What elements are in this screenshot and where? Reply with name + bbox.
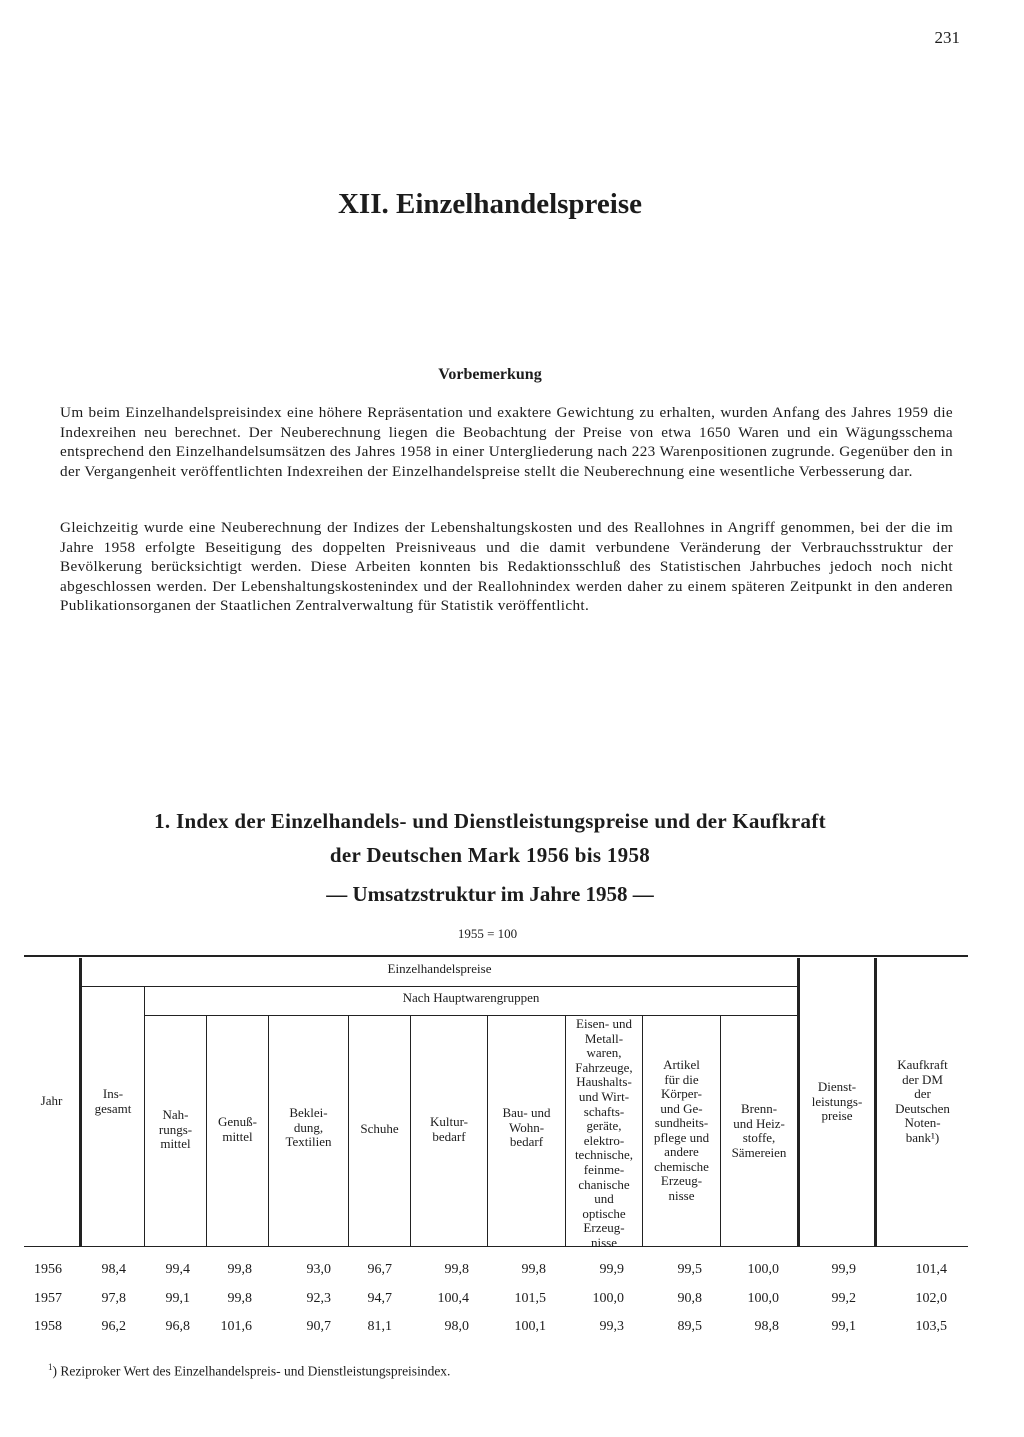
table-title-line-2: der Deutschen Mark 1956 bis 1958 xyxy=(329,843,651,867)
cell-bekleidung: 92,3 xyxy=(306,1291,331,1306)
cell-koerperpflege: 90,8 xyxy=(677,1291,702,1306)
header-einzelhandelspreise: Einzelhandelspreise xyxy=(387,961,492,976)
cell-nahrungsmittel: 99,4 xyxy=(165,1262,190,1277)
cell-bau-wohnbedarf: 99,8 xyxy=(521,1262,546,1277)
cell-eisen-metallwaren: 99,9 xyxy=(599,1262,624,1277)
row-year: 1958 xyxy=(34,1319,62,1334)
cell-insgesamt: 96,2 xyxy=(101,1319,126,1334)
table-top-rule xyxy=(24,955,968,957)
table-title xyxy=(0,804,980,872)
cell-insgesamt: 98,4 xyxy=(101,1262,126,1277)
cell-nahrungsmittel: 96,8 xyxy=(165,1319,190,1334)
cell-eisen-metallwaren: 99,3 xyxy=(599,1319,624,1334)
header-brennstoffe: Brenn- und Heiz- stoffe, Sämereien xyxy=(731,1101,787,1160)
cell-nahrungsmittel: 99,1 xyxy=(165,1291,190,1306)
header-koerperpflege: Artikel für die Körper- und Ge- sundheits- pflege und andere chemische Erzeug- nisse xyxy=(653,1057,710,1203)
cell-schuhe: 81,1 xyxy=(367,1319,392,1334)
cell-schuhe: 94,7 xyxy=(367,1291,392,1306)
cell-kaufkraft: 102,0 xyxy=(915,1291,947,1306)
row-year: 1957 xyxy=(34,1291,62,1306)
table-header-rule xyxy=(24,1246,968,1247)
cell-kulturbedarf: 99,8 xyxy=(444,1262,469,1277)
cell-brennstoffe: 100,0 xyxy=(747,1291,779,1306)
footnote-text: ) Reziproker Wert des Einzelhandelspreis- und Dienstleistungspreisindex. xyxy=(52,1363,451,1379)
cell-schuhe: 96,7 xyxy=(367,1262,392,1277)
chapter-title: XII. Einzelhandelspreise xyxy=(337,188,642,220)
cell-eisen-metallwaren: 100,0 xyxy=(592,1291,624,1306)
footnote-marker: 1 xyxy=(48,1362,53,1372)
header-bekleidung: Beklei- dung, Textilien xyxy=(285,1105,332,1149)
cell-koerperpflege: 99,5 xyxy=(677,1262,702,1277)
cell-dienstleistungspreise: 99,1 xyxy=(831,1319,856,1334)
cell-kulturbedarf: 100,4 xyxy=(437,1291,469,1306)
prefatory-heading: Vorbemerkung xyxy=(438,366,542,383)
paragraph-2: Gleichzeitig wurde eine Neuberechnung der Indizes der Lebenshaltungskosten und des Reallohnes in Angriff genommen, bei der die im Jahre 1958 erfolgte Beseitigung des doppelten Preisniveaus und die damit verbundene Veränderung der Verbrauchsstruktur der Bevölkerung berücksichtigt werden. Diese Arbeiten konnten bis Redaktionsschluß des Statistischen Jahrbuches jedoch noch nicht abgeschlossen werden. Der Lebenshaltungskostenindex und der Reallohnindex werden daher zu einem späteren Zeitpunkt in den anderen Publikationsorganen der Staatlichen Zentralverwaltung für Statistik veröffentlicht. xyxy=(60,519,953,614)
header-bau-wohnbedarf: Bau- und Wohn- bedarf xyxy=(502,1105,551,1149)
cell-kaufkraft: 101,4 xyxy=(915,1262,947,1277)
table-title-line-1: 1. Index der Einzelhandels- und Dienstleistungspreise und der Kaufkraft xyxy=(154,809,826,833)
cell-kaufkraft: 103,5 xyxy=(915,1319,947,1334)
cell-brennstoffe: 98,8 xyxy=(754,1319,779,1334)
header-nahrungsmittel: Nah- rungs- mittel xyxy=(158,1107,193,1151)
cell-brennstoffe: 100,0 xyxy=(747,1262,779,1277)
header-jahr: Jahr xyxy=(40,1093,63,1108)
group-header-rule xyxy=(82,986,797,987)
page-number: 231 xyxy=(934,28,960,47)
header-kulturbedarf: Kultur- bedarf xyxy=(429,1114,468,1144)
cell-genussmittel: 99,8 xyxy=(227,1291,252,1306)
base-year-note: 1955 = 100 xyxy=(457,926,518,941)
row-year: 1956 xyxy=(34,1262,62,1277)
cell-dienstleistungspreise: 99,2 xyxy=(831,1291,856,1306)
cell-dienstleistungspreise: 99,9 xyxy=(831,1262,856,1277)
cell-bekleidung: 93,0 xyxy=(306,1262,331,1277)
cell-kulturbedarf: 98,0 xyxy=(444,1319,469,1334)
cell-genussmittel: 101,6 xyxy=(220,1319,252,1334)
header-eisen-metallwaren: Eisen- und Metall- waren, Fahrzeuge, Haushalts- und Wirt- schafts- geräte, elektro- technische, feinme- chanische und optische Erzeug- nisse xyxy=(574,1016,634,1250)
cell-bekleidung: 90,7 xyxy=(306,1319,331,1334)
header-dienstleistungspreise: Dienst- leistungs- preise xyxy=(811,1079,863,1123)
paragraph-1: Um beim Einzelhandelspreisindex eine höhere Repräsentation und exaktere Gewichtung zu erhalten, wurden Anfang des Jahres 1959 die Indexreihen neu berechnet. Der Neuberechnung liegen die Beobachtung der Preise von etwa 1650 Waren und ein Wägungsschema entsprechend den Einzelhandelsumsätzen des Jahres 1958 in einer Untergliederung nach 223 Warenpositionen zugrunde. Gegenüber den in der Vergangenheit veröffentlichten Indexreihen der Einzelhandelspreise stellt die Neuberechnung eine wesentliche Verbesserung dar. xyxy=(60,404,953,480)
subgroup-header-rule xyxy=(145,1015,797,1016)
header-schuhe: Schuhe xyxy=(360,1121,399,1136)
cell-koerperpflege: 89,5 xyxy=(677,1319,702,1334)
table-subtitle: — Umsatzstruktur im Jahre 1958 — xyxy=(326,882,654,906)
footnote xyxy=(48,1362,450,1380)
header-insgesamt: Ins- gesamt xyxy=(94,1086,132,1116)
cell-bau-wohnbedarf: 101,5 xyxy=(514,1291,546,1306)
cell-bau-wohnbedarf: 100,1 xyxy=(514,1319,546,1334)
cell-insgesamt: 97,8 xyxy=(101,1291,126,1306)
header-genussmittel: Genuß- mittel xyxy=(218,1114,257,1144)
header-hauptwarengruppen: Nach Hauptwarengruppen xyxy=(402,990,540,1005)
header-kaufkraft: Kaufkraft der DM der Deutschen Noten- bank¹) xyxy=(895,1057,950,1145)
cell-genussmittel: 99,8 xyxy=(227,1262,252,1277)
